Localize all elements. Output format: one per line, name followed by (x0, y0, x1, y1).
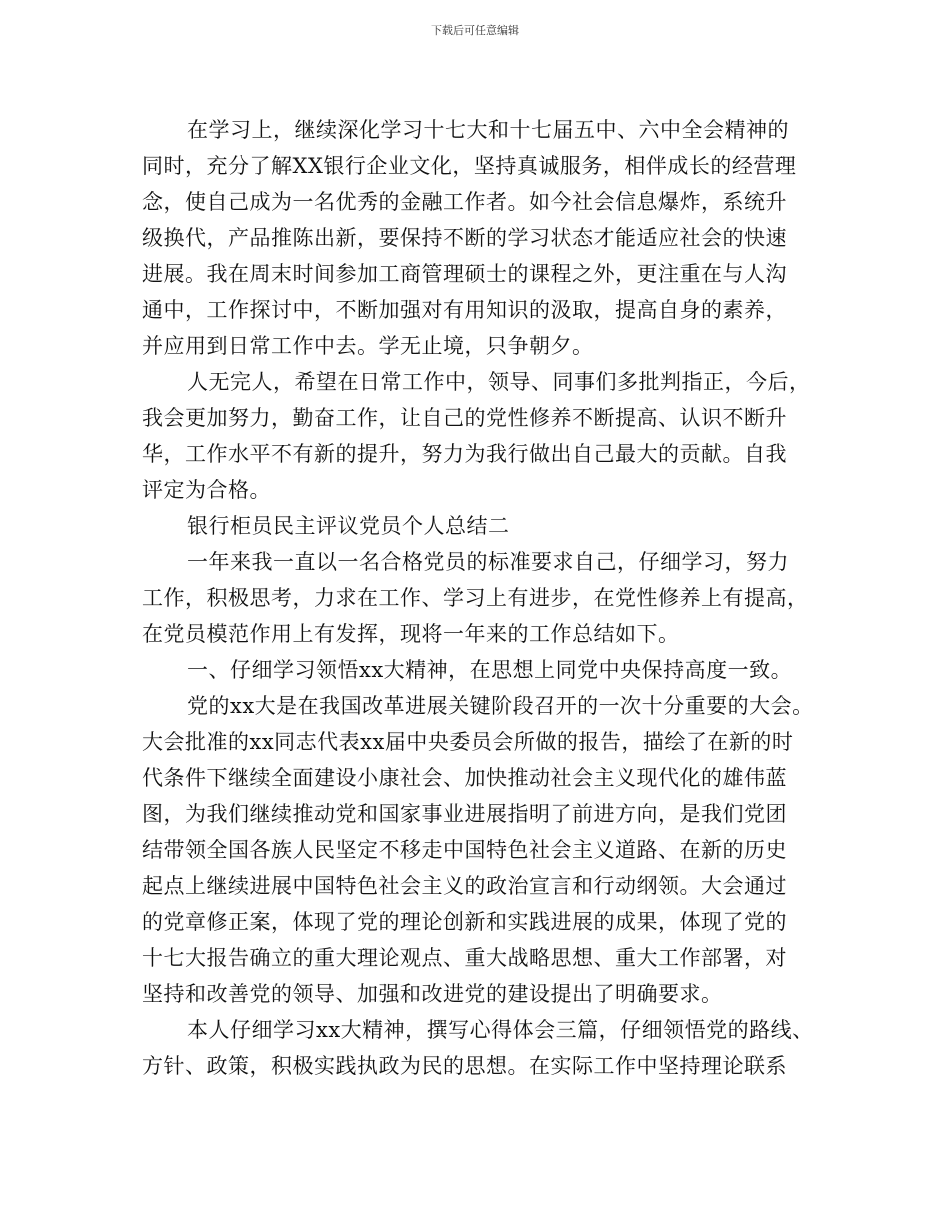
text-line: 评定为合格。 (142, 478, 271, 502)
text-line: 华，工作水平不有新的提升，努力为我行做出自己最大的贡献。自我 (142, 442, 787, 466)
text-line: 本人仔细学习xx大精神，撰写心得体会三篇，仔细领悟党的路线、 (187, 1018, 814, 1042)
text-line: 大会批准的xx同志代表xx届中央委员会所做的报告，描绘了在新的时 (142, 730, 794, 754)
text-line: 在学习上，继续深化学习十七大和十七届五中、六中全会精神的 (187, 118, 789, 142)
text-line: 同时，充分了解XX银行企业文化，坚持真诚服务，相伴成长的经营理 (142, 154, 797, 178)
text-line: 我会更加努力，勤奋工作，让自己的党性修养不断提高、认识不断升 (142, 406, 787, 430)
text-line: 级换代，产品推陈出新，要保持不断的学习状态才能适应社会的快速 (142, 226, 787, 250)
text-line: 进展。我在周末时间参加工商管理硕士的课程之外，更注重在与人沟 (142, 262, 787, 286)
text-line: 人无完人，希望在日常工作中，领导、同事们多批判指正，今后， (187, 370, 811, 394)
text-line: 党的xx大是在我国改革进展关键阶段召开的一次十分重要的大会。 (187, 694, 814, 718)
text-line: 工作，积极思考，力求在工作、学习上有进步，在党性修养上有提高， (142, 586, 809, 610)
text-line: 在党员模范作用上有发挥，现将一年来的工作总结如下。 (142, 622, 680, 646)
page-header-note: 下载后可任意编辑 (431, 24, 519, 37)
text-line: 起点上继续进展中国特色社会主义的政治宣言和行动纲领。大会通过 (142, 874, 787, 898)
text-line: 的党章修正案，体现了党的理论创新和实践进展的成果，体现了党的 (142, 910, 787, 934)
text-line: 并应用到日常工作中去。学无止境，只争朝夕。 (142, 334, 594, 358)
text-line: 一年来我一直以一名合格党员的标准要求自己，仔细学习，努力 (187, 550, 789, 574)
document-body (142, 112, 822, 1084)
text-line: 结带领全国各族人民坚定不移走中国特色社会主义道路、在新的历史 (142, 838, 787, 862)
text-line: 念，使自己成为一名优秀的金融工作者。如今社会信息爆炸，系统升 (142, 190, 787, 214)
text-line: 银行柜员民主评议党员个人总结二 (187, 514, 510, 538)
text-line: 十七大报告确立的重大理论观点、重大战略思想、重大工作部署，对 (142, 946, 787, 970)
text-line: 图，为我们继续推动党和国家事业进展指明了前进方向，是我们党团 (142, 802, 787, 826)
text-line: 通中，工作探讨中，不断加强对有用知识的汲取，提高自身的素养， (142, 298, 787, 322)
text-line: 代条件下继续全面建设小康社会、加快推动社会主义现代化的雄伟蓝 (142, 766, 787, 790)
text-line: 一、仔细学习领悟xx大精神，在思想上同党中央保持高度一致。 (187, 658, 793, 682)
text-line: 方针、政策，积极实践执政为民的思想。在实际工作中坚持理论联系 (142, 1054, 787, 1078)
text-line: 坚持和改善党的领导、加强和改进党的建设提出了明确要求。 (142, 982, 723, 1006)
